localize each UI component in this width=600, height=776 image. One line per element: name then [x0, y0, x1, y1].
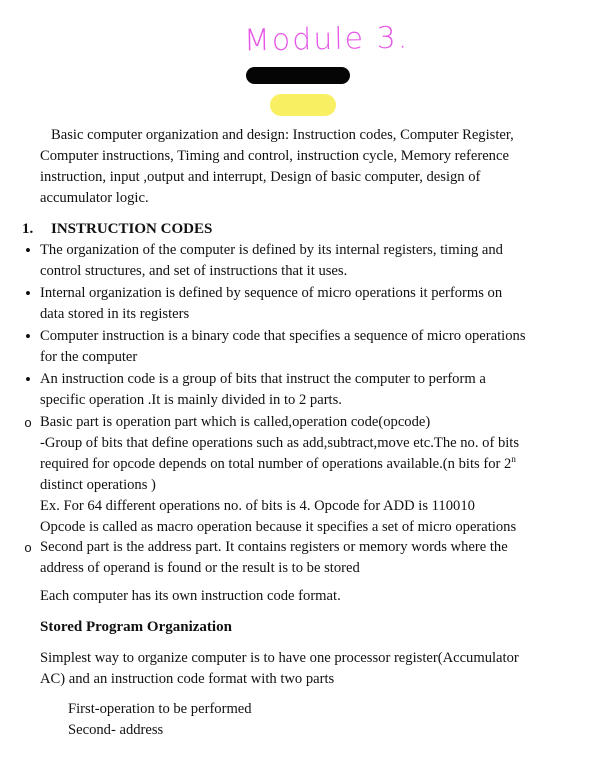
- list-item-line: data stored in its registers: [40, 306, 190, 322]
- section-number: 1.: [22, 221, 34, 237]
- list-item-line: Computer instruction is a binary code that specifies a sequence of micro operations: [40, 328, 526, 344]
- section-heading: [22, 219, 212, 239]
- intro-line: accumulator logic.: [40, 190, 149, 206]
- bullet-icon: [21, 283, 35, 305]
- handwritten-title: Module 3.: [243, 20, 410, 59]
- list-item-line: specific operation .It is mainly divided in to 2 parts.: [40, 392, 342, 408]
- subsection-heading: Stored Program Organization: [40, 619, 232, 635]
- bullet-icon: [21, 240, 35, 262]
- list-item-line: control structures, and set of instructions that it uses.: [40, 263, 348, 279]
- bullet-icon: [21, 369, 35, 391]
- list-item-line: Internal organization is defined by sequence of micro operations it performs on: [40, 285, 503, 301]
- redaction-mark: [246, 67, 350, 84]
- list-item-line: distinct operations ): [40, 477, 156, 493]
- superscript-n: n: [511, 454, 516, 464]
- intro-line: Basic computer organization and design: Instruction codes, Computer Register,: [51, 127, 514, 143]
- list-item-line: for the computer: [40, 349, 138, 365]
- list-item-line: Ex. For 64 different operations no. of bits is 4. Opcode for ADD is 110010: [40, 498, 475, 514]
- part-line: Second- address: [68, 722, 164, 738]
- list-item-line: -Group of bits that define operations such as add,subtract,move etc.The no. of bits: [40, 435, 520, 451]
- circle-bullet-icon: [21, 412, 35, 433]
- intro-paragraph: [40, 125, 514, 209]
- closing-paragraph: Each computer has its own instruction code format.: [40, 588, 341, 604]
- list-item-line: The organization of the computer is defined by its internal registers, timing and: [40, 242, 503, 258]
- list-item-line: Basic part is operation part which is called,operation code(opcode): [40, 414, 431, 430]
- list-item-line: [40, 454, 516, 475]
- body-line: AC) and an instruction code format with two parts: [40, 671, 335, 687]
- section-title: INSTRUCTION CODES: [51, 221, 213, 237]
- list-item-line: Second part is the address part. It contains registers or memory words where the: [40, 539, 508, 555]
- list-item-line: Opcode is called as macro operation because it specifies a set of micro operations: [40, 519, 517, 535]
- opcode-text: required for opcode depends on total number of operations available.(n bits for 2: [40, 456, 512, 472]
- circle-bullet-icon: [21, 537, 35, 558]
- body-line: Simplest way to organize computer is to have one processor register(Accumulator: [40, 650, 519, 666]
- part-line: First-operation to be performed: [68, 701, 252, 717]
- intro-line: instruction, input ,output and interrupt, Design of basic computer, design of: [40, 169, 481, 185]
- list-item-line: address of operand is found or the result is to be stored: [40, 560, 360, 576]
- list-item-line: An instruction code is a group of bits that instruct the computer to perform a: [40, 371, 486, 387]
- bullet-icon: [21, 326, 35, 348]
- highlight-mark: [270, 94, 336, 116]
- intro-line: Computer instructions, Timing and control, instruction cycle, Memory reference: [40, 148, 509, 164]
